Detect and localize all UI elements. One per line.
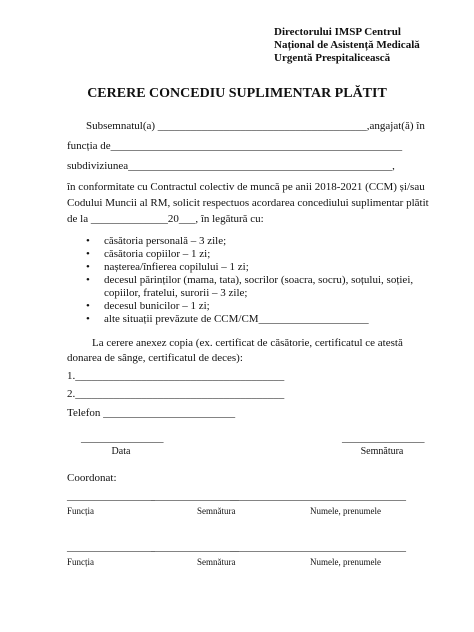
coord-name-line-1-a[interactable]: ________________ <box>230 490 318 502</box>
position-line[interactable]: funcția de_____________________________________________________ <box>67 140 403 152</box>
addressee-line-2: Național de Asistență Medicală <box>274 39 420 51</box>
attachment-item-2[interactable]: 2.______________________________________ <box>67 388 285 400</box>
coord-signature-label-1: Semnătura <box>197 506 236 516</box>
document-title: CERERE CONCEDIU SUPLIMENTAR PLĂTIT <box>87 86 387 101</box>
coord-signature-label-2: Semnătura <box>197 557 236 567</box>
signature-line[interactable]: _______________ <box>342 432 425 444</box>
date-line[interactable]: _______________ <box>81 432 164 444</box>
coord-signature-line-1[interactable]: ________________ <box>151 490 239 502</box>
list-item: • decesul părinților (mama, tata), socrilor (soacra, socru), soțului, soției, <box>86 274 413 287</box>
list-item-continuation: copiilor, fratelui, surorii – 3 zile; <box>104 287 248 299</box>
applicant-label-text: Subsemnatul(a) <box>86 120 156 132</box>
date-label: Data <box>111 446 131 457</box>
list-item[interactable]: • alte situații prevăzute de CCM/CM____________________ <box>86 313 413 326</box>
applicant-name-blank[interactable]: ______________________________________ <box>157 120 367 132</box>
list-item: • căsătoria copiilor – 1 zi; <box>86 248 413 261</box>
coord-name-line-1[interactable] <box>230 490 406 502</box>
coord-function-line-1[interactable]: ________________ <box>67 490 155 502</box>
coord-function-label-2: Funcția <box>67 557 94 567</box>
coord-name-line-1-b[interactable]: ________________ <box>318 490 406 502</box>
paragraph-contract: în conformitate cu Contractul colectiv de muncă pe anii 2018-2021 (CCM) și/sau <box>67 181 425 193</box>
paragraph-code: Codului Muncii al RM, solicit respectuos acordarea concediului suplimentar plătit <box>67 197 429 209</box>
signature-label: Semnătura <box>360 446 404 457</box>
applicant-label <box>86 120 425 132</box>
attachments-text-1: La cerere anexez copia (ex. certificat de căsătorie, certificatul ce atestă <box>92 337 403 349</box>
coord-function-line-2[interactable]: ________________ <box>67 541 155 553</box>
list-item: • căsătoria personală – 3 zile; <box>86 235 413 248</box>
coord-name-line-2-b[interactable]: ________________ <box>318 541 406 553</box>
applicant-role-text: ,angajat(ă) în <box>366 120 425 132</box>
phone-line[interactable]: Telefon ________________________ <box>67 407 236 419</box>
list-item: • decesul bunicilor – 1 zi; <box>86 300 413 313</box>
department-line[interactable]: subdiviziunea________________________________________________, <box>67 160 395 172</box>
coord-name-line-2-a[interactable]: ________________ <box>230 541 318 553</box>
coord-function-label-1: Funcția <box>67 506 94 516</box>
addressee-line-3: Urgentă Prespitalicească <box>274 52 391 64</box>
coord-name-label-2: Numele, prenumele <box>310 557 381 567</box>
coord-signature-line-2[interactable]: ________________ <box>151 541 239 553</box>
coord-name-label-1: Numele, prenumele <box>310 506 381 516</box>
leave-date-line[interactable]: de la ______________20___, în legătură cu: <box>67 213 264 225</box>
attachment-item-1[interactable]: 1.______________________________________ <box>67 370 285 382</box>
coord-name-line-2[interactable] <box>230 541 406 553</box>
coordination-label: Coordonat: <box>67 472 117 484</box>
reasons-list <box>86 235 413 326</box>
list-item: • nașterea/înfierea copilului – 1 zi; <box>86 261 413 274</box>
addressee-line-1: Directorului IMSP Centrul <box>274 26 401 38</box>
attachments-text-2: donarea de sânge, certificatul de deces): <box>67 352 243 364</box>
